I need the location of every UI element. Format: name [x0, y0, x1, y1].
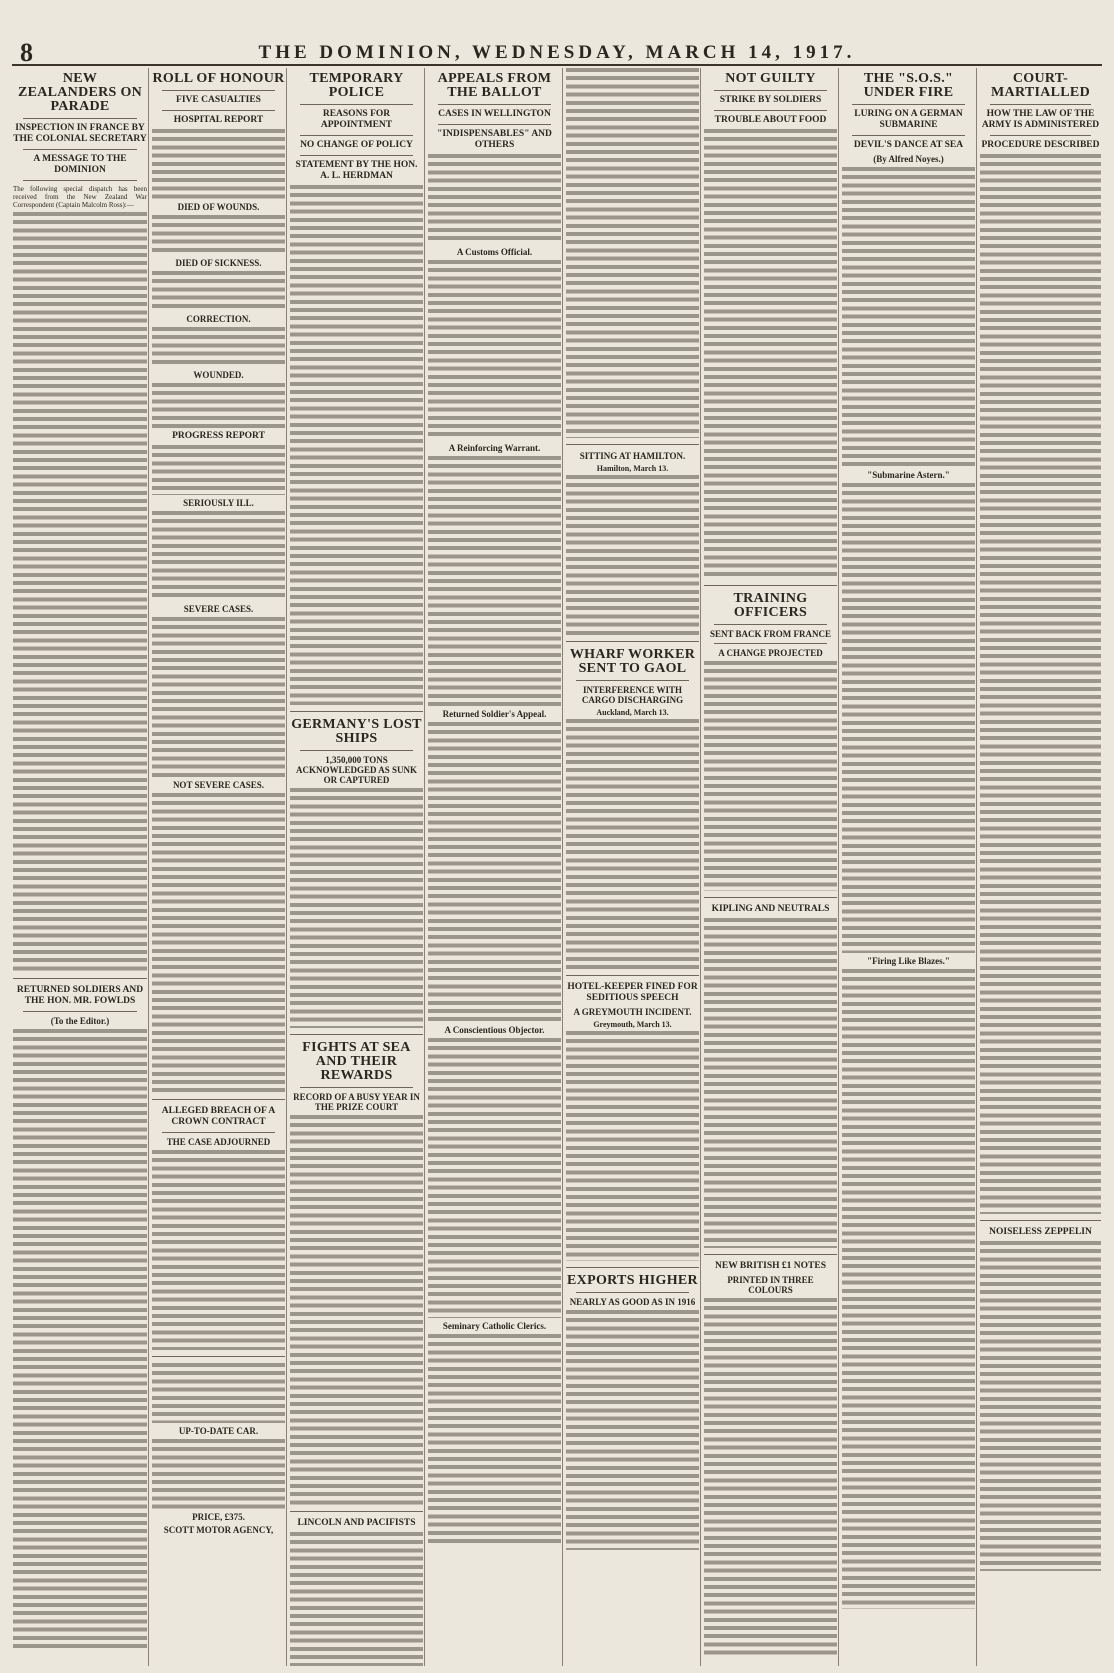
subhead: LURING ON A GERMAN SUBMARINE — [854, 109, 963, 130]
headline-exports: EXPORTS HIGHER — [567, 1273, 698, 1288]
article-body — [13, 212, 147, 972]
section-head: A Reinforcing Warrant. — [448, 443, 541, 453]
column-1 — [10, 68, 150, 1666]
article-body — [290, 1532, 423, 1666]
headline-not-guilty: NOT GUILTY — [725, 71, 816, 86]
section-head: DIED OF SICKNESS. — [175, 258, 262, 268]
section-head: SEVERE CASES. — [183, 604, 254, 614]
article-body — [13, 1029, 147, 1649]
divider — [566, 975, 699, 976]
article-body — [152, 617, 285, 777]
divider — [290, 1511, 423, 1512]
article-body — [842, 969, 975, 1609]
section-head: Seminary Catholic Clerics. — [442, 1321, 547, 1331]
divider — [714, 624, 827, 625]
article-body — [704, 1298, 837, 1658]
article-body — [152, 383, 285, 428]
advertisement-text — [152, 1439, 285, 1509]
ad-title: UP-TO-DATE CAR. — [178, 1426, 259, 1436]
headline-germany-lost-ships: GERMANY'S LOST SHIPS — [291, 717, 422, 746]
subhead: PRINTED IN THREE COLOURS — [727, 1275, 814, 1295]
article-body — [566, 475, 699, 635]
article-body — [152, 327, 285, 367]
section-head: "Submarine Astern." — [867, 470, 950, 480]
article-body — [428, 722, 561, 1022]
article-body — [980, 1241, 1101, 1571]
article-body — [428, 154, 561, 244]
divider — [714, 90, 827, 91]
headline-british-notes: NEW BRITISH £1 NOTES — [715, 1261, 826, 1271]
article-body — [290, 1115, 423, 1505]
divider — [990, 135, 1091, 136]
article-body — [566, 1031, 699, 1261]
divider — [704, 1254, 837, 1255]
article-body — [152, 271, 285, 311]
section-head: DIED OF WOUNDS. — [177, 202, 260, 212]
subhead: INSPECTION IN FRANCE BY THE COLONIAL SECRETARY — [13, 123, 147, 144]
section-head: "Firing Like Blazes." — [867, 956, 950, 966]
subhead: FIVE CASUALTIES — [176, 95, 261, 105]
columns — [10, 68, 1104, 1666]
headline-returned-soldiers: RETURNED SOLDIERS AND THE HON. MR. FOWLDS — [16, 984, 144, 1006]
subhead: TROUBLE ABOUT FOOD — [714, 115, 827, 125]
headline-temporary-police: TEMPORARY POLICE — [309, 71, 404, 100]
article-body — [842, 167, 975, 467]
divider — [290, 1034, 423, 1035]
article-body — [566, 68, 699, 438]
article-body — [566, 1310, 699, 1550]
headline-crown-contract: ALLEGED BREACH OF A CROWN CONTRACT — [161, 1106, 276, 1127]
article-body — [704, 918, 837, 1248]
article-body — [428, 1334, 561, 1544]
article-body — [152, 215, 285, 255]
divider — [23, 180, 137, 181]
divider — [300, 1087, 413, 1088]
headline-sos-under-fire: THE "S.O.S." UNDER FIRE — [863, 71, 954, 100]
headline-ballot-appeals: APPEALS FROM THE BALLOT — [437, 71, 552, 100]
article-body — [428, 456, 561, 706]
subhead: PROCEDURE DESCRIBED — [981, 140, 1100, 150]
column-3 — [286, 68, 426, 1666]
divider — [566, 1267, 699, 1268]
divider — [704, 897, 837, 898]
dateline: Auckland, March 13. — [596, 708, 669, 717]
divider — [23, 149, 137, 150]
headline-training-officers: TRAINING OFFICERS — [733, 591, 808, 620]
headline-lincoln-pacifists: LINCOLN AND PACIFISTS — [297, 1518, 416, 1528]
column-7 — [838, 68, 978, 1666]
article-lead: The following special dispatch has been received from the New Zealand War Correspondent (Captain Malcolm Ross):— — [13, 185, 147, 210]
section-head: PROGRESS REPORT — [172, 431, 265, 441]
section-head: CORRECTION. — [186, 314, 251, 324]
letter-lead: (To the Editor.) — [50, 1015, 110, 1026]
subhead: A CHANGE PROJECTED — [718, 648, 823, 658]
column-2 — [148, 68, 288, 1666]
section-head: A Customs Official. — [456, 247, 533, 257]
headline-court-martialled: COURT-MARTIALLED — [991, 71, 1090, 100]
section-head: SERIOUSLY ILL. — [183, 498, 254, 508]
divider — [162, 90, 275, 91]
article-body — [152, 1150, 285, 1350]
subhead: STATEMENT BY THE HON. A. L. HERDMAN — [295, 160, 418, 181]
headline-wharf-worker: WHARF WORKER SENT TO GAOL — [569, 647, 696, 676]
subhead: 1,350,000 TONS ACKNOWLEDGED AS SUNK OR CAPTURED — [295, 755, 418, 785]
section-head: Returned Soldier's Appeal. — [442, 709, 547, 719]
divider — [23, 1011, 137, 1012]
divider — [980, 1220, 1101, 1221]
divider — [300, 135, 413, 136]
advertisement-text — [152, 1363, 285, 1423]
masthead: THE DOMINION, WEDNESDAY, MARCH 14, 1917. — [258, 42, 856, 63]
article-body — [290, 185, 423, 705]
divider — [13, 978, 147, 979]
section-head: WOUNDED. — [193, 370, 244, 380]
section-head: A Conscientious Objector. — [444, 1025, 545, 1035]
divider — [162, 1132, 275, 1133]
subhead: "INDISPENSABLES" AND OTHERS — [437, 129, 552, 150]
subhead: DEVIL'S DANCE AT SEA — [853, 140, 964, 150]
subhead: HOSPITAL REPORT — [173, 115, 264, 125]
subhead: A GREYMOUTH INCIDENT. — [573, 1007, 692, 1017]
headline-nz-parade: NEW ZEALANDERS ON PARADE — [17, 71, 143, 114]
subhead: INTERFERENCE WITH CARGO DISCHARGING — [581, 685, 684, 705]
subhead: A MESSAGE TO THE DOMINION — [33, 154, 127, 175]
subhead: SENT BACK FROM FRANCE — [709, 629, 832, 639]
article-body — [428, 260, 561, 440]
divider — [438, 104, 551, 105]
divider — [438, 124, 551, 125]
dateline: Hamilton, March 13. — [596, 464, 669, 473]
divider — [566, 444, 699, 445]
divider — [290, 711, 423, 712]
article-body — [980, 154, 1101, 1214]
column-8 — [976, 68, 1104, 1666]
headline-fights-at-sea: FIGHTS AT SEA AND THEIR REWARDS — [302, 1040, 411, 1083]
divider — [704, 585, 837, 586]
divider — [852, 135, 965, 136]
subhead: REASONS FOR APPOINTMENT — [320, 109, 393, 130]
article-body — [704, 129, 837, 579]
article-body — [566, 719, 699, 969]
subhead: CASES IN WELLINGTON — [438, 109, 551, 119]
article-body — [152, 129, 285, 199]
ad-price: PRICE, £375. — [192, 1512, 245, 1522]
article-body — [704, 661, 837, 891]
subhead: STRIKE BY SOLDIERS — [719, 95, 822, 105]
article-body — [290, 788, 423, 1028]
column-5 — [562, 68, 702, 1666]
headline-roll-of-honour: ROLL OF HONOUR — [152, 71, 285, 86]
divider — [300, 104, 413, 105]
divider — [152, 1099, 285, 1100]
divider — [990, 104, 1091, 105]
headline-noiseless-zeppelin: NOISELESS ZEPPELIN — [989, 1227, 1092, 1237]
divider — [566, 641, 699, 642]
divider — [23, 118, 137, 119]
divider — [714, 643, 827, 644]
section-head: SITTING AT HAMILTON. — [579, 451, 686, 461]
page-number: 8 — [20, 38, 33, 67]
article-body — [152, 511, 285, 601]
divider — [576, 680, 689, 681]
dateline: Greymouth, March 13. — [593, 1020, 672, 1029]
subhead: THE CASE ADJOURNED — [166, 1137, 271, 1147]
subhead: HOW THE LAW OF THE ARMY IS ADMINISTERED — [981, 109, 1100, 130]
page-header — [0, 0, 1114, 67]
headline-hotel-keeper: HOTEL-KEEPER FINED FOR SEDITIOUS SPEECH — [567, 982, 698, 1003]
header-rule — [12, 64, 1102, 66]
divider — [714, 110, 827, 111]
subhead: NO CHANGE OF POLICY — [300, 140, 413, 150]
divider — [152, 1356, 285, 1357]
divider — [300, 750, 413, 751]
article-body — [152, 445, 285, 495]
section-head: NOT SEVERE CASES. — [172, 780, 265, 790]
ad-agency: SCOTT MOTOR AGENCY, — [163, 1525, 274, 1535]
byline: (By Alfred Noyes.) — [873, 154, 944, 164]
subhead: RECORD OF A BUSY YEAR IN THE PRIZE COURT — [293, 1092, 420, 1112]
divider — [300, 155, 413, 156]
article-body — [428, 1038, 561, 1318]
divider — [852, 104, 965, 105]
subhead: NEARLY AS GOOD AS IN 1916 — [569, 1297, 696, 1307]
headline-kipling: KIPLING AND NEUTRALS — [711, 904, 830, 914]
article-body — [152, 793, 285, 1093]
divider — [162, 110, 275, 111]
divider — [576, 1292, 689, 1293]
article-body — [842, 483, 975, 953]
column-4 — [424, 68, 564, 1666]
column-6 — [700, 68, 840, 1666]
